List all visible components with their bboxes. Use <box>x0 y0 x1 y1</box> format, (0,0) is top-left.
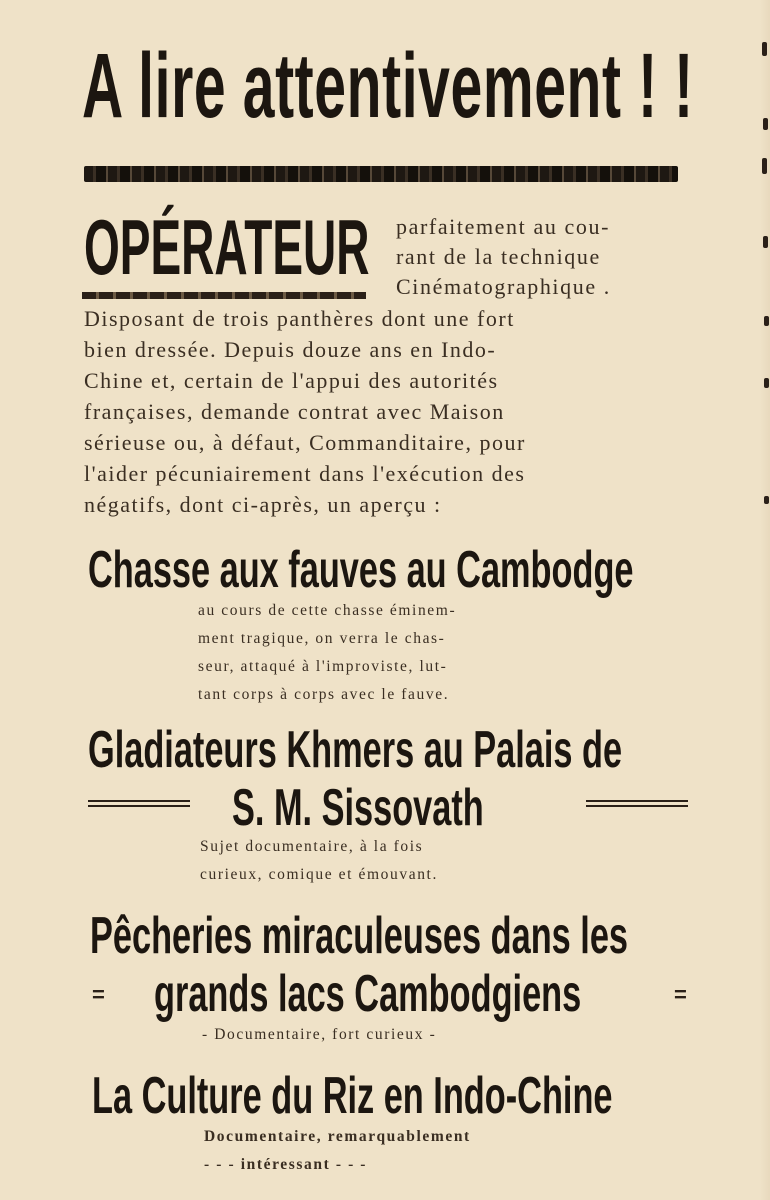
operateur-rule <box>82 292 366 299</box>
edge-mark <box>764 316 769 326</box>
operateur-title: OPÉRATEUR <box>84 203 370 291</box>
film2-title-line-1: Gladiateurs Khmers au Palais de <box>88 721 623 779</box>
film3-title-line-2: grands lacs Cambodgiens <box>154 965 582 1023</box>
body-line-6: l'aider pécuniairement dans l'exécution des <box>84 461 526 486</box>
edge-mark <box>764 496 769 504</box>
edge-mark <box>762 42 767 56</box>
film3-title-line-1: Pêcheries miraculeuses dans les <box>90 907 628 965</box>
film1-line-3: seur, attaqué à l'improviste, lut- <box>198 658 448 675</box>
film2-left-rule <box>88 800 190 807</box>
film4-line-2: - - - intéressant - - - <box>204 1156 368 1173</box>
edge-mark <box>763 118 768 130</box>
operateur-side-line-2: rant de la technique <box>396 244 601 269</box>
film2-line-2: curieux, comique et émouvant. <box>200 866 438 883</box>
film3-subtitle: - Documentaire, fort curieux - <box>202 1026 437 1043</box>
film2-line-1: Sujet documentaire, à la fois <box>200 838 424 855</box>
operateur-side-line-3: Cinématographique . <box>396 274 611 299</box>
film1-line-2: ment tragique, on verra le chas- <box>198 630 446 647</box>
edge-mark <box>762 158 767 174</box>
film2-right-rule <box>586 800 688 807</box>
film3-left-dash: = <box>92 982 105 1007</box>
film1-line-4: tant corps à corps avec le fauve. <box>198 686 450 703</box>
film4-line-1: Documentaire, remarquablement <box>204 1128 471 1145</box>
edge-mark <box>763 236 768 248</box>
edge-mark <box>764 378 769 388</box>
body-line-7: négatifs, dont ci-après, un aperçu : <box>84 492 442 517</box>
body-line-1: Disposant de trois panthères dont une fort <box>84 306 515 331</box>
body-line-4: françaises, demande contrat avec Maison <box>84 399 505 424</box>
film3-right-dash: = <box>674 982 687 1007</box>
film1-title: Chasse aux fauves au Cambodge <box>88 541 634 599</box>
body-line-5: sérieuse ou, à défaut, Commanditaire, pour <box>84 430 526 455</box>
film2-title-line-2: S. M. Sissovath <box>232 779 484 837</box>
film4-title: La Culture du Riz en Indo-Chine <box>92 1067 613 1125</box>
film1-line-1: au cours de cette chasse éminem- <box>198 602 457 619</box>
page-edge <box>760 0 770 1200</box>
headline: A lire attentivement ! ! <box>82 35 694 137</box>
headline-ornamental-rule <box>84 166 678 182</box>
operateur-side-line-1: parfaitement au cou- <box>396 214 611 239</box>
body-line-2: bien dressée. Depuis douze ans en Indo- <box>84 337 497 362</box>
body-line-3: Chine et, certain de l'appui des autorités <box>84 368 499 393</box>
